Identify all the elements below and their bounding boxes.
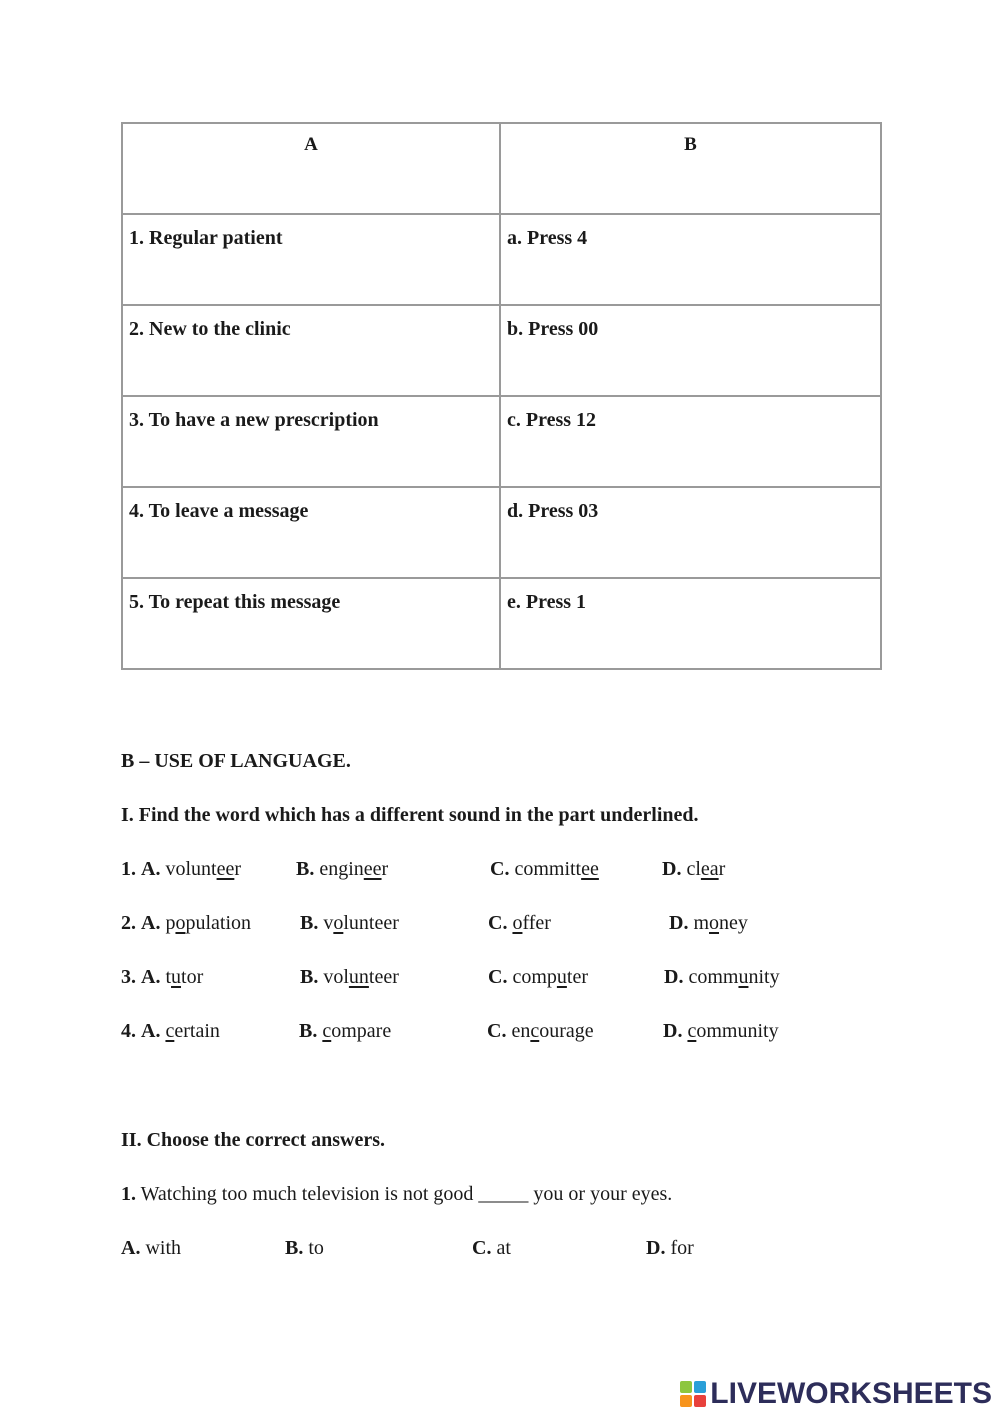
pron-q4-option-a: 4. A. certain (121, 1020, 220, 1042)
pron-q2-option-b: B. volunteer (300, 912, 399, 934)
matching-table (121, 122, 882, 670)
table-cell-a: 2. New to the clinic (122, 305, 500, 396)
part1-instruction: I. Find the word which has a different sound in the part underlined. (121, 804, 699, 826)
answer-option-c[interactable]: C. at (472, 1237, 511, 1259)
column-b-header: B (500, 123, 881, 214)
underlined-part: ee (216, 858, 235, 880)
pron-q1-option-d: D. clear (662, 858, 726, 880)
logo-square-l (680, 1381, 692, 1393)
underlined-part: o (175, 912, 186, 934)
part2-instruction: II. Choose the correct answers. (121, 1129, 386, 1151)
logo-text: LIVEWORKSHEETS (710, 1377, 992, 1410)
liveworksheets-logo (680, 1377, 992, 1411)
underlined-part: c (687, 1020, 697, 1042)
underlined-part: o (333, 912, 344, 934)
underlined-part: u (556, 966, 567, 988)
table-row (122, 214, 881, 305)
table-cell-a: 4. To leave a message (122, 487, 500, 578)
table-row (122, 578, 881, 669)
table-cell-b: b. Press 00 (500, 305, 881, 396)
underlined-part: u (171, 966, 182, 988)
pron-q3-option-c: C. computer (488, 966, 588, 988)
pron-q1-option-a: 1. A. volunteer (121, 858, 242, 880)
answer-option-a[interactable]: A. with (121, 1237, 182, 1259)
table-cell-b: a. Press 4 (500, 214, 881, 305)
underlined-part: un (348, 966, 369, 988)
table-cell-a: 5. To repeat this message (122, 578, 500, 669)
pron-q3-option-a: 3. A. tutor (121, 966, 204, 988)
underlined-part: ee (581, 858, 599, 880)
underlined-part: ea (700, 858, 719, 880)
table-row (122, 305, 881, 396)
pron-q1-option-b: B. engineer (296, 858, 389, 880)
underlined-part: o (709, 912, 720, 934)
pron-q4-option-d: D. community (663, 1020, 779, 1042)
answer-option-d[interactable]: D. for (646, 1237, 694, 1259)
pron-q3-option-d: D. community (664, 966, 780, 988)
pron-q4-option-b: B. compare (299, 1020, 392, 1042)
underlined-part: c (322, 1020, 332, 1042)
underlined-part: u (738, 966, 749, 988)
table-cell-a: 3. To have a new prescription (122, 396, 500, 487)
underlined-part: o (512, 912, 523, 934)
pron-q1-option-c: C. committee (490, 858, 599, 880)
logo-square-e (694, 1395, 706, 1407)
pron-q2-option-c: C. offer (488, 912, 551, 934)
pron-q2-option-a: 2. A. population (121, 912, 251, 934)
question-1: 1. Watching too much television is not good _____ you or your eyes. (121, 1183, 673, 1205)
pron-q2-option-d: D. money (669, 912, 748, 934)
table-cell-b: c. Press 12 (500, 396, 881, 487)
pron-q4-option-c: C. encourage (487, 1020, 594, 1042)
logo-square-v (680, 1395, 692, 1407)
underlined-part: ee (363, 858, 382, 880)
column-a-header: A (122, 123, 500, 214)
section-b-title: B – USE OF LANGUAGE. (121, 750, 351, 772)
table-header-row (122, 123, 881, 214)
table-cell-b: e. Press 1 (500, 578, 881, 669)
pron-q3-option-b: B. volunteer (300, 966, 399, 988)
underlined-part: c (165, 1020, 175, 1042)
table-cell-b: d. Press 03 (500, 487, 881, 578)
table-row (122, 487, 881, 578)
underlined-part: c (530, 1020, 540, 1042)
table-cell-a: 1. Regular patient (122, 214, 500, 305)
logo-square-i (694, 1381, 706, 1393)
table-row (122, 396, 881, 487)
answer-option-b[interactable]: B. to (285, 1237, 324, 1259)
logo-icon (680, 1381, 706, 1407)
